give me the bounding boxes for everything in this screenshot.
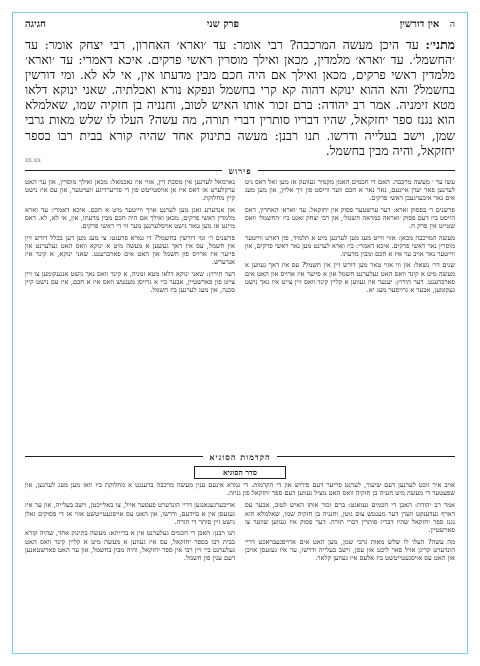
divider-line xyxy=(258,170,455,171)
summary-columns xyxy=(25,501,455,651)
commentary-paragraph: און אנדערע זאגן מען לערנט אויך ווייטער מיט א חכם. איכא דאמרי: עד וארא מלמדין ראשי פרקים, מכאן ואילך אם היה חכם מבין מדעתו, אין, אי לא, לא. דאס מיינט אז מען טאר נישט אויסלערנען מער ווי די ראשי פרקים. xyxy=(25,205,235,231)
left-title: חגיגה xyxy=(25,19,46,30)
summary-intro: אויב איר זוכט לערנען דעם שיעור, לערנט פריער דעם פירוש און די הקדמות. די גמרא אינעם ענין מעשה מרכבה ברענגט א מחלוקת ביז וואו מען מעג לערנען, און שפעטער די מעשה מיט חנניה בן חזקיה וואס האט מציל געווען דעם ספר יחזקאל פון גניזה. xyxy=(25,480,455,498)
mishnah-text xyxy=(25,37,455,158)
commentary-paragraph: נארמאל לערנען אין מסכת דין, אזוי איז נאכמאל: מכאן ואילך מוסרין, און ער האט ערקלערט אז דאס איז אן אויסטייטש פון די פריערדיגע ווערטער, און עס איז נישט קיין מחלוקת. xyxy=(25,177,235,203)
summary-title: הקדמות הסוגיא xyxy=(209,451,271,462)
summary-heading xyxy=(25,452,455,462)
tiny-code: XX.XX xyxy=(25,157,41,164)
commentary-paragraph: מעשה המרכבה מכאן: אזוי ווייט מעג מען לערנען מיט א תלמיד, פון דארט ווייטער מוסרין נאר ראשי פרקים. איכא דאמרי: ביז וארא לערנט מען נאר ראשי פרקים, און ווייטער נאר אויב ער איז א חכם ומבין מדעתו. xyxy=(245,233,455,259)
divider-line xyxy=(25,170,222,171)
summary-paragraph: אמר רב יהודה: האבן די חכמים געזאגט: ברם זכור אותו האיש לטוב, אבער עס דארף געדענקט ווערן דער מענטש צום גוטן, וחנניה בן חזקיה שמו, שאלמלא הוא נגנז ספר יחזקאל שהיו דבריו סותרין דברי תורה. דער פסוק איז געווען שווער צו פארשטיין. xyxy=(245,501,455,535)
summary-paragraph: אריבערגעגאנגען דריי הונדערט פעסער אויל, צו באלייכטן, וישב בעלייה, און ער איז געזעסן אין א בוידעם, ודרשו, און האט עס אויסגעטייטשט אזוי אז די פסוקים זאלן נישט זיין סותר די תורה. xyxy=(25,501,235,526)
commentary-title: פירוש xyxy=(228,165,252,176)
divider-line xyxy=(25,456,203,457)
summary-paragraph: תנו רבנן: האבן די חכמים געלערנט אין א ברייתא: מעשה בתינוק אחד, שהיה קורא בבית רבו בספר יחזקאל, עס איז געווען א מעשה מיט א קליין קינד וואס האט געלערנט ביי זיין רבי אין ספר יחזקאל, והיה מבין בחשמל, און ער האט פארשטאנען דעם ענין פון חשמל. xyxy=(25,529,235,563)
commentary-paragraph: עשו עד ׳ מעשה מרכבה. האם די חכמים האמן מקמיר געוועק אז מען זאל דאס ניט לערנען פאר יעדן איינעם, נאר נאר א חכם ווער ווייסט פון זיך אליין, און מען מעג אים נאר איבערגעבן ראשי פרקים. xyxy=(245,177,455,203)
summary-left-column xyxy=(25,501,235,651)
right-title-text: אין דורשין xyxy=(399,19,440,30)
page-header xyxy=(25,19,455,35)
page-number: ה xyxy=(449,20,455,30)
summary-box-label: סדר הסוגיא xyxy=(194,466,286,479)
commentary-paragraph: פרשנים ר׳ בפסוק וארא: דער ערשטער פסוק אין יחזקאל. עד ׳וארא׳ האחרון, דאס הייסט ביז דעם פסוק ׳ואראה כמראה חשמל׳, און רבי יצחק זאגט ביז ׳החשמל׳ וואס שטייט אין פרק ח. xyxy=(245,205,455,231)
mishnah-lead: מתני׳: xyxy=(425,37,455,52)
commentary-columns xyxy=(25,178,455,450)
commentary-paragraph: שנים דר׳ נשאל: און ווי אזוי טאר מען דורש זיין אין חשמל? עס איז דאך געווען א מעשה מיט א קינד וואס האט געלערנט חשמל און א פייער איז ארויס און האט אים פארברענט. דער תירוץ: יענער איז געווען א קליין קינד וואס זיין צייט איז נאך נישט געקומען, אבער א גרויסער מעג יא. xyxy=(245,261,455,295)
commentary-heading xyxy=(25,166,455,176)
summary-paragraph: מה עשה? העלו לו שלש מאות גרבי שמן, מען האט אים ארויפגעבראכט דריי הונדערט קריגן אויל פאר ליכט און עסן, וישב בעלייה ודרשו, ער איז געזעסן אויבן און האט עס אויסגעטייטשט ביז אלעס איז געווען קלאר. xyxy=(245,537,455,563)
divider-line xyxy=(277,456,455,457)
commentary-left-column xyxy=(25,178,235,450)
center-title: פרק שני xyxy=(206,19,239,30)
summary-right-column xyxy=(245,501,455,651)
commentary-paragraph: פרשנים ר׳ ומי דורשין בחשמל? די גמרא פרעגט: צי מעג מען דען בכלל דורש זיין אין חשמל, עס איז דאך געשען א מעשה מיט א ינוקא וואס האט געלערנט און פייער איז ארויס פון חשמל און האט אים פארברענט. שאני ינוקא, א קינד איז אנדערש. xyxy=(25,233,235,267)
document-page xyxy=(12,12,468,654)
commentary-right-column xyxy=(245,178,455,450)
right-title xyxy=(400,19,455,30)
mishnah-body: עד היכן מעשה המרכבה? רבי אומר: עד ׳וארא׳ האחרון, רבי יצחק אומר: עד ׳החשמל׳. עד ׳וארא׳ מלמדין, מכאן ואילך מוסרין ראשי פרקים. איכא דאמרי: עד ׳וארא׳ מלמדין ראשי פרקים, מכאן ואילך אם היה חכם מבין מדעתו אין, אי לא לא. ומי דורשין בחשמל? והא ההוא ינוקא דהוה קא קרי בחשמל ונפקא נורא ואכלתיה. שאני ינוקא דלאו מטא זימניה. אמר רב יהודה: ברם זכור אותו האיש לטוב, וחנניה בן חזקיה שמו, שאלמלא הוא נגנז ספר יחזקאל, שהיו דבריו סותרין דברי תורה, מה עשה? העלו לו שלש מאות גרבי שמן, וישב בעלייה ודרשו. תנו רבנן: מעשה בתינוק אחד שהיה קורא בבית רבו בספר יחזקאל, והיה מבין בחשמל. xyxy=(25,37,455,158)
commentary-paragraph: דער תירוץ: שאני ינוקא דלאו מטא זמניה, א קינד וואס נאך נישט אנגעקומען צו זיין צייט פון פארשטיין, אבער ביי א גרויסן מענטש וואס איז א חכם, איז עס נישט קיין סכנה, און מעג לערנען ביז חשמל. xyxy=(25,269,235,295)
